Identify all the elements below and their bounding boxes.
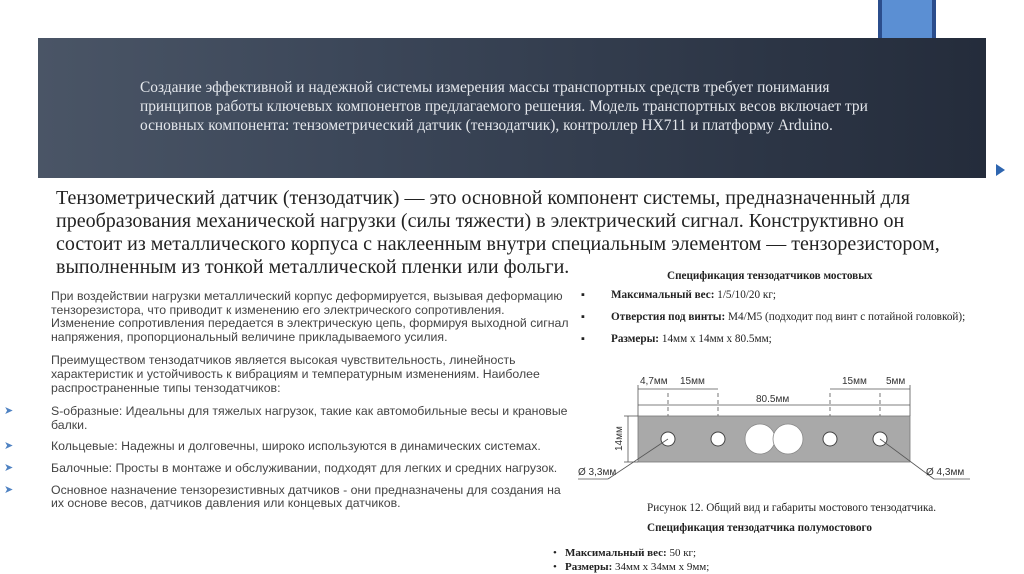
square-bullet-icon: ▪ — [581, 311, 585, 323]
list-item — [4, 482, 569, 511]
center-hole-left — [745, 424, 775, 454]
spec-list — [581, 288, 981, 354]
spec2-title: Спецификация тензодатчика полумостового — [647, 522, 872, 534]
spec-value: М4/М5 (подходит под винт с потайной головкой); — [725, 311, 966, 323]
list-item-text: S-образные: Идеальны для тяжелых нагрузок, такие как автомобильные весы и крановые балки. — [51, 404, 568, 432]
spec2-item — [553, 546, 709, 560]
spec2-item — [553, 560, 709, 574]
arrow-bullet-icon: ➤ — [4, 405, 14, 418]
description-column — [4, 289, 569, 519]
figure-caption: Рисунок 12. Общий вид и габариты мостового тензодатчика. — [647, 502, 937, 514]
bullet-dot-icon: • — [553, 561, 557, 573]
spec2-list — [553, 546, 709, 574]
hole-left-label: Ø 3,3мм — [578, 467, 617, 478]
hole-right-label: Ø 4,3мм — [926, 467, 965, 478]
description-paragraph-2: Преимуществом тензодатчиков является высокая чувствительность, линейность характеристик и устойчивость к вибрациям и температурным изменениям. Наиболее распространенные типы тензодатчиков: — [51, 353, 540, 395]
load-cell-diagram — [574, 371, 974, 496]
list-item-text: Кольцевые: Надежны и долговечны, широко используются в динамических системах. — [51, 439, 541, 454]
spec-label: Размеры: — [611, 333, 660, 345]
sensor-types-list — [4, 404, 569, 511]
banner-text: Создание эффективной и надежной системы измерения массы транспортных средств требует понимания принципов работы ключевых компонентов предлагаемого решения. Модель транспортных весов включает три основных компонента: тензометрический датчик (тензодатчик), контроллер HX711 и платформу Arduino. — [140, 79, 868, 134]
bullet-dot-icon: • — [553, 547, 557, 559]
header-banner — [38, 38, 986, 178]
list-item — [4, 460, 569, 476]
spec-label: Максимальный вес: — [611, 289, 715, 301]
spec-label: Максимальный вес: — [565, 547, 667, 559]
spec-item — [581, 332, 981, 346]
arrow-bullet-icon: ➤ — [4, 461, 14, 474]
spec-item — [581, 288, 981, 302]
spec-value: 1/5/10/20 кг; — [714, 289, 777, 301]
spec-label: Отверстия под винты: — [611, 311, 726, 323]
spec-title: Спецификация тензодатчиков мостовых — [667, 270, 873, 282]
square-bullet-icon: ▪ — [581, 333, 585, 345]
dim-length-label: 80.5мм — [756, 394, 790, 405]
arrow-bullet-icon: ➤ — [4, 483, 14, 496]
spec-value: 50 кг; — [666, 547, 697, 559]
center-hole-right — [773, 424, 803, 454]
square-bullet-icon: ▪ — [581, 289, 585, 301]
dim-left-inner-label: 15мм — [680, 376, 705, 387]
list-item-text: Балочные: Просты в монтаже и обслуживании, подходят для легких и средних нагрузок. — [51, 460, 558, 475]
spec-value: 14мм х 14мм х 80.5мм; — [659, 333, 772, 345]
banner-arrow-icon — [996, 164, 1005, 176]
description-paragraph-1: При воздействии нагрузки металлический корпус деформируется, вызывая деформацию тензорезистора, что приводит к изменению его электрического сопротивления. Изменение сопротивления передается в электрическую цепь, формируя выходной сигнал напряжения, пропорциональный величине прикладываемого усилия. — [51, 289, 569, 344]
list-item-text: Основное назначение тензорезистивных датчиков - они предназначены для создания на их основе весов, датчиков давления или концевых датчиков. — [51, 482, 561, 511]
arrow-bullet-icon: ➤ — [4, 440, 14, 453]
spec-value: 34мм х 34мм х 9мм; — [612, 561, 710, 573]
spec-item — [581, 310, 981, 324]
hole-right-inner — [823, 432, 837, 446]
dim-right-outer-label: 5мм — [886, 376, 906, 387]
hole-left-inner — [711, 432, 725, 446]
dim-left-outer-label: 4,7мм — [640, 376, 668, 387]
spec-label: Размеры: — [565, 561, 613, 573]
dim-right-inner-label: 15мм — [842, 376, 867, 387]
intro-paragraph: Тензометрический датчик (тензодатчик) — это основной компонент системы, предназначенный для преобразования механической нагрузки (силы тяжести) в электрический сигнал. Конструктивно он состоит из металлического корпуса с наклеенным внутри специальным элементом — тензорезистором, выполненным из тонкой металлической пленки или фольги. — [56, 187, 940, 278]
list-item — [4, 404, 569, 432]
dim-height-label: 14мм — [614, 426, 625, 451]
list-item — [4, 439, 569, 454]
